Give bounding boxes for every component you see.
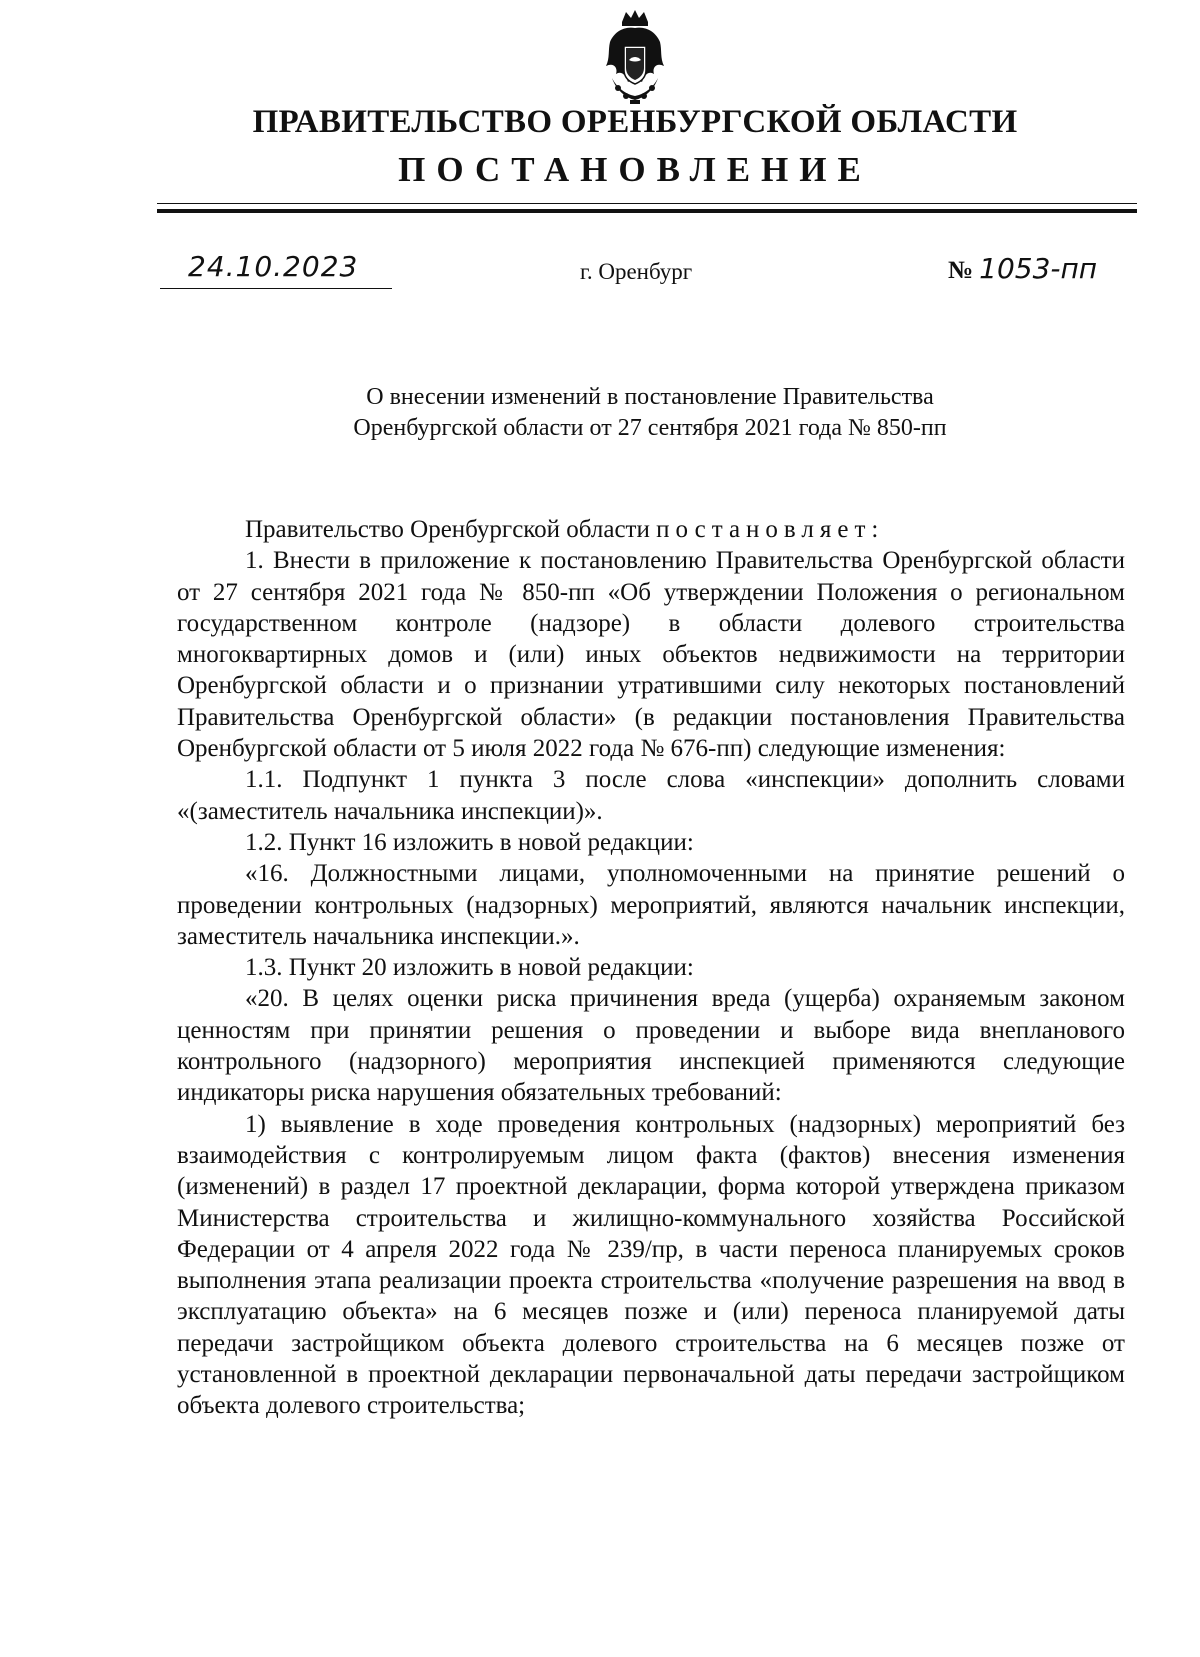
number-value: 1053-пп xyxy=(979,252,1098,285)
intro-text: Правительство Оренбургской области xyxy=(245,516,650,543)
document-date: 24.10.2023 xyxy=(188,250,359,283)
document-body xyxy=(177,514,1125,1422)
body-paragraph: 1.2. Пункт 16 изложить в новой редакции: xyxy=(245,828,694,856)
date-field xyxy=(160,250,392,289)
intro-decree-word: постановляет: xyxy=(656,516,885,543)
subject-line-1: О внесении изменений в постановление Правительства xyxy=(366,384,934,410)
document-number xyxy=(948,252,1097,285)
body-paragraph: 1. Внести в приложение к постановлению Правительства Оренбургской области от 27 сентября 2021 года № 850-пп «Об утверждении Положения о региональном государственном контроле (надзоре) в области долевого строительства многоквартирных домов и (или) иных объектов недвижимости на территории Оренбургской области и о признании утратившими силу некоторых постановлений Правительства Оренбургской области» (в редакции постановления Правительства Оренбургской области от 5 июля 2022 года № 676-пп) следующие изменения: xyxy=(177,547,1125,763)
organization-title: ПРАВИТЕЛЬСТВО ОРЕНБУРГСКОЙ ОБЛАСТИ xyxy=(252,104,1018,140)
city-label: г. Оренбург xyxy=(580,259,693,284)
subject-line-2: Оренбургской области от 27 сентября 2021 года № 850-пп xyxy=(353,415,947,441)
body-paragraph: 1.1. Подпункт 1 пункта 3 после слова «инспекции» дополнить словами «(заместитель начальника инспекции)». xyxy=(177,766,1125,825)
document-type-title: ПОСТАНОВЛЕНИЕ xyxy=(398,150,872,189)
header-divider-thick xyxy=(157,209,1137,213)
number-sign: № xyxy=(948,257,974,284)
body-paragraph: «20. В целях оценки риска причинения вреда (ущерба) охраняемым законом ценностям при принятии решения о проведении и выборе вида внепланового контрольного (надзорного) мероприятия инспекцией применяются следующие индикаторы риска нарушения обязательных требований: xyxy=(177,985,1125,1107)
oblast-coat-of-arms-icon xyxy=(600,8,670,108)
body-paragraph: «16. Должностными лицами, уполномоченными на принятие решений о проведении контрольных (надзорных) мероприятий, являются начальник инспекции, заместитель начальника инспекции.». xyxy=(177,860,1125,950)
body-intro xyxy=(177,514,1125,545)
document-subject xyxy=(200,382,1100,444)
body-paragraph: 1) выявление в ходе проведения контрольных (надзорных) мероприятий без взаимодействия с контролируемым лицом факта (фактов) внесения изменения (изменений) в раздел 17 проектной декларации, форма которой утверждена приказом Министерства строительства и жилищно-коммунального хозяйства Российской Федерации от 4 апреля 2022 года № 239/пр, в части переноса планируемых сроков выполнения этапа реализации проекта строительства «получение разрешения на ввод в эксплуатацию объекта» на 6 месяцев позже и (или) переноса планируемой даты передачи застройщиком объекта долевого строительства на 6 месяцев позже от установленной в проектной декларации первоначальной даты передачи застройщиком объекта долевого строительства; xyxy=(177,1110,1125,1420)
header-divider-thin xyxy=(157,203,1137,204)
body-paragraph: 1.3. Пункт 20 изложить в новой редакции: xyxy=(245,954,694,982)
